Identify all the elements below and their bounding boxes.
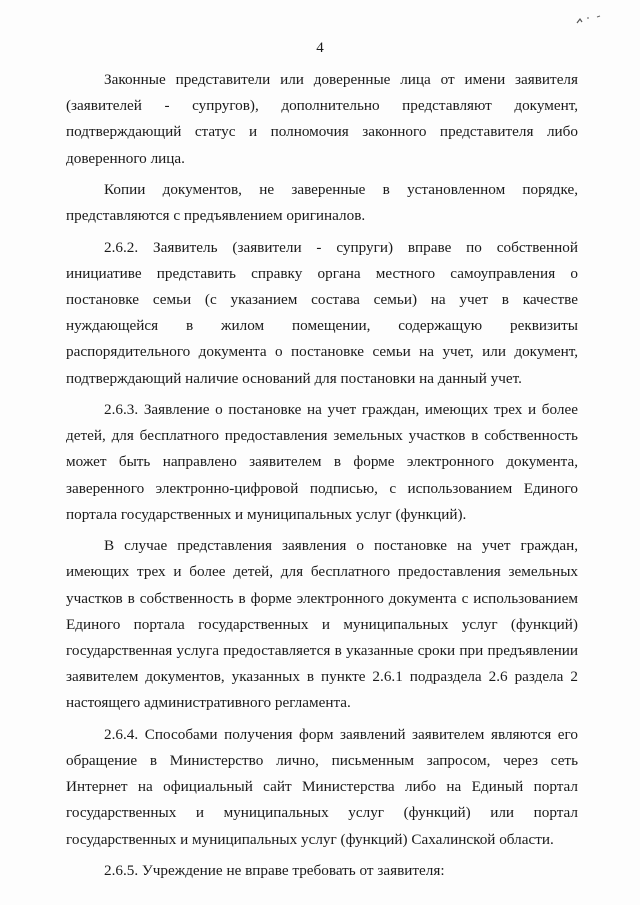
paragraph-2-6-5: 2.6.5. Учреждение не вправе требовать от заявителя: [104, 862, 445, 880]
document-body [66, 67, 578, 889]
paragraph-legal-representatives: Законные представители или доверенные лица от имени заявителя (заявителей - супругов), дополнительно представляют документ, подтверждающий статус и полномочия законного представителя либо доверенного лица. [66, 71, 578, 167]
paragraph-document-copies: Копии документов, не заверенные в установленном порядке, представляются с предъявлением оригиналов. [66, 181, 578, 225]
paragraph-2-6-4: 2.6.4. Способами получения форм заявлений заявителем являются его обращение в Министерство лично, письменным запросом, через сеть Интернет на официальный сайт Министерства либо на Единый портал государственных и муниципальных услуг (функций) или портал государственных и муниципальных услуг (функций) Сахалинской области. [66, 725, 578, 848]
paragraph-electronic-submission: В случае представления заявления о постановке на учет граждан, имеющих трех и более детей, для бесплатного предоставления земельных участков в собственность в форме электронного документа с использованием Единого портала государственных и муниципальных услуг (функций) государственная услуга предоставляется в указанные сроки при предъявлении заявителем документов, указанных в пункте 2.6.1 подраздела 2.6 раздела 2 настоящего административного регламента. [66, 537, 578, 712]
page-number: 4 [316, 40, 324, 56]
paragraph-2-6-3: 2.6.3. Заявление о постановке на учет граждан, имеющих трех и более детей, для бесплатного предоставления земельных участков в собственность может быть направлено заявителем в форме электронного документа, заверенного электронно-цифровой подписью, с использованием Единого портала государственных и муниципальных услуг (функций). [66, 401, 578, 523]
scan-artifact-mark [574, 14, 604, 26]
paragraph-2-6-2: 2.6.2. Заявитель (заявители - супруги) вправе по собственной инициативе представить справку органа местного самоуправления о постановке семьи (с указанием состава семьи) на учет в качестве нуждающейся в жилом помещении, содержащую реквизиты распорядительного документа о постановке семьи на учет, или документ, подтверждающий наличие оснований для постановки на данный учет. [66, 238, 578, 387]
